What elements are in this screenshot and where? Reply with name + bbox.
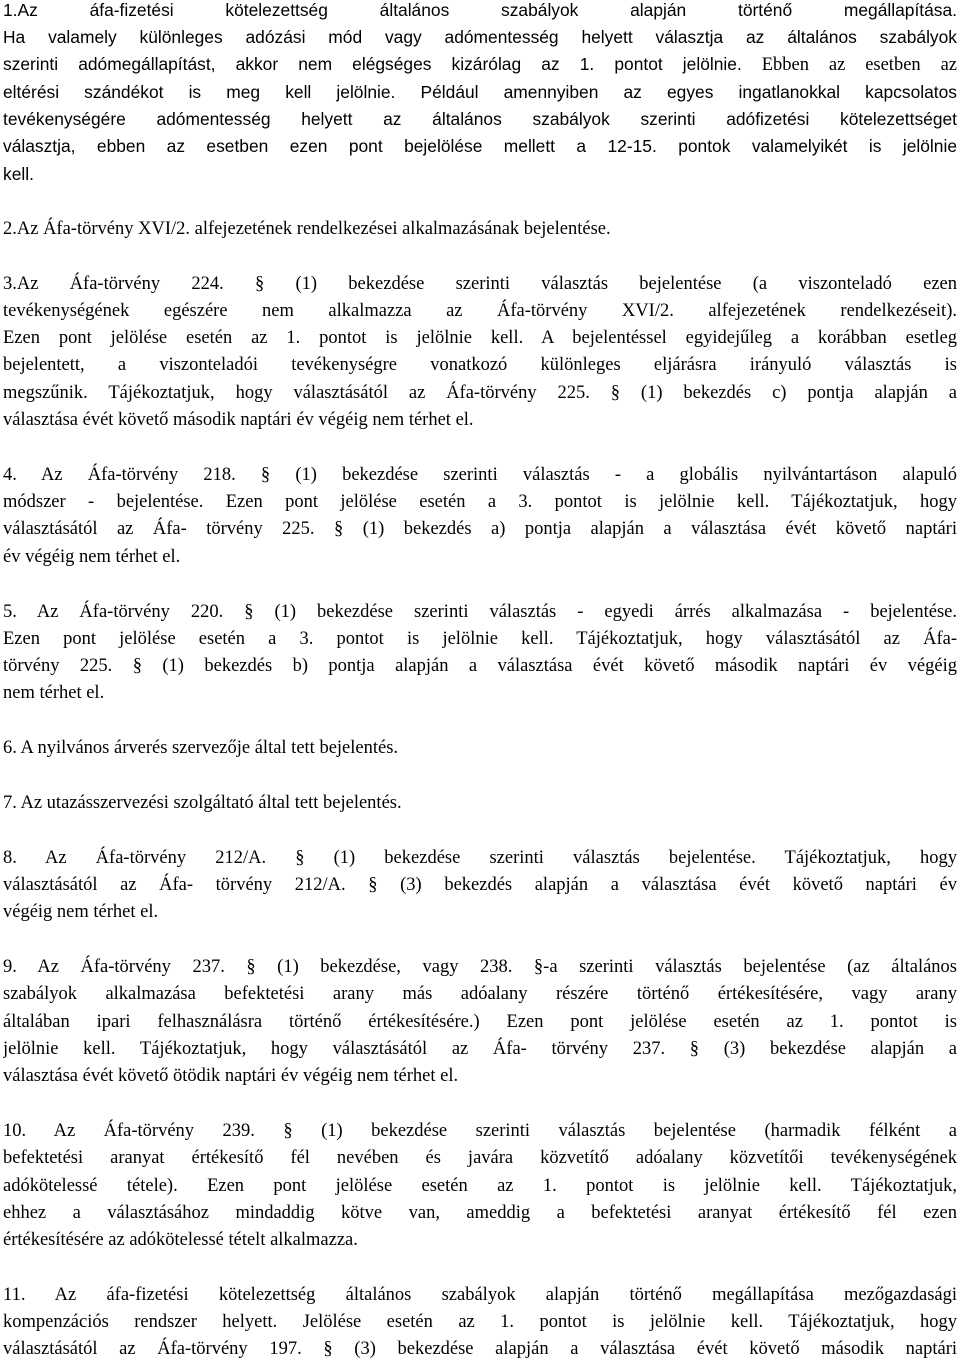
text-segment: szerinti adómegállapítást, akkor nem elégséges kizárólag az 1. pontot jelölnie. <box>3 54 742 74</box>
text-line: befektetési aranyat értékesítő fél nevében és javára közvetítő adóalany közvetítői tevékenységének <box>3 1148 957 1168</box>
text-line: ehhez a választásához mindaddig kötve van, ameddig a befektetési aranyat értékesítő fél ezen <box>3 1203 957 1223</box>
text-line: választása évét követő második naptári év végéig nem térhet el. <box>3 410 474 430</box>
text-line: törvény 225. § (1) bekezdés b) pontja alapján a választása évét követő második naptári év végéig <box>3 656 957 676</box>
text-line: 8. Az Áfa-törvény 212/A. § (1) bekezdése szerinti választás bejelentése. Tájékoztatjuk, hogy <box>3 848 957 868</box>
text-line: 2.Az Áfa-törvény XVI/2. alfejezetének rendelkezései alkalmazásának bejelentése. <box>3 219 611 239</box>
text-line <box>3 78 957 106</box>
text-line <box>3 324 957 352</box>
text-line: választja, ebben az esetben ezen pont bejelölése mellett a 12-15. pontok valamelyikét is jelölnie <box>3 136 957 156</box>
text-line: választásától az Áfa- törvény 225. § (1) bekezdés a) pontja alapján a választása évét követő naptári <box>3 519 957 539</box>
text-line: megszűnik. Tájékoztatjuk, hogy választásától az Áfa-törvény 225. § (1) bekezdés c) pontja alapján a <box>3 383 957 403</box>
text-line <box>3 50 957 78</box>
text-line: végéig nem térhet el. <box>3 902 159 922</box>
text-segment: eltérési szándékot is meg kell jelölnie. <box>3 82 396 102</box>
text-line: Ha valamely különleges adózási mód vagy adómentesség helyett választja az általános szabályok <box>3 27 957 47</box>
text-line: adókötelessé tétele). Ezen pont jelölése esetén az 1. pontot is jelölnie kell. Tájékoztatjuk, <box>3 1176 957 1196</box>
text-line: év végéig nem térhet el. <box>3 547 181 567</box>
text-line: Ezen pont jelölése esetén a 3. pontot is jelölnie kell. Tájékoztatjuk, hogy választásától az Áfa- <box>3 629 957 649</box>
text-line: választásától az Áfa-törvény 197. § (3) bekezdése alapján a választása évét követő második naptári <box>3 1339 957 1359</box>
text-line: 1.Az áfa-fizetési kötelezettség általános szabályok alapján történő megállapítása. <box>3 0 957 20</box>
text-line: 7. Az utazásszervezési szolgáltató által tett bejelentés. <box>3 793 402 813</box>
text-segment: Ebben az esetben az <box>741 55 957 75</box>
text-segment: A bejelentéssel egyidejűleg a korábban esetleg <box>523 328 957 348</box>
text-segment: Ezen pont jelölése esetén az 1. pontot is jelölnie kell. <box>3 328 524 348</box>
text-line: kell. <box>3 164 34 184</box>
text-line: szabályok alkalmazása befektetési arany más adóalany részére történő értékesítésére, vagy arany <box>3 984 957 1004</box>
text-line: 6. A nyilvános árverés szervezője által tett bejelentés. <box>3 738 399 758</box>
text-line: választásától az Áfa- törvény 212/A. § (3) bekezdés alapján a választása évét követő naptári év <box>3 875 957 895</box>
text-line: 11. Az áfa-fizetési kötelezettség általános szabályok alapján történő megállapítása mezőgazdasági <box>3 1285 957 1305</box>
text-line: jelölnie kell. Tájékoztatjuk, hogy választásától az Áfa- törvény 237. § (3) bekezdése alapján a <box>3 1039 957 1059</box>
text-line: módszer - bejelentése. Ezen pont jelölése esetén a 3. pontot is jelölnie kell. Tájékoztatjuk, hogy <box>3 492 957 512</box>
text-line: 5. Az Áfa-törvény 220. § (1) bekezdése szerinti választás - egyedi árrés alkalmazása - bejelentése. <box>3 602 957 622</box>
text-line: 9. Az Áfa-törvény 237. § (1) bekezdése, vagy 238. §-a szerinti választás bejelentése (az általános <box>3 957 957 977</box>
text-line: 4. Az Áfa-törvény 218. § (1) bekezdése szerinti választás - a globális nyilvántartáson alapuló <box>3 465 957 485</box>
text-line: kompenzációs rendszer helyett. Jelölése esetén az 1. pontot is jelölnie kell. Tájékoztatjuk, hogy <box>3 1312 957 1332</box>
text-line: általában ipari felhasználásra történő értékesítésére.) Ezen pont jelölése esetén az 1. pontot is <box>3 1012 957 1032</box>
text-line: 10. Az Áfa-törvény 239. § (1) bekezdése szerinti választás bejelentése (harmadik félként a <box>3 1121 957 1141</box>
text-line: bejelentett, a viszonteladói tevékenységre vonatkozó különleges eljárásra irányuló választás is <box>3 355 957 375</box>
text-line: nem térhet el. <box>3 683 105 703</box>
text-line: választása évét követő ötödik naptári év végéig nem térhet el. <box>3 1066 459 1086</box>
text-segment: Például amennyiben az egyes ingatlanokkal kapcsolatos <box>395 82 957 102</box>
text-line: tevékenységének egészére nem alkalmazza az Áfa-törvény XVI/2. alfejezetének rendelkezéseit). <box>3 301 957 321</box>
text-line: értékesítésére az adókötelessé tételt alkalmazza. <box>3 1230 358 1250</box>
text-line: 3.Az Áfa-törvény 224. § (1) bekezdése szerinti választás bejelentése (a viszonteladó ezen <box>3 274 957 294</box>
text-line: tevékenységére adómentesség helyett az általános szabályok szerinti adófizetési kötelezettséget <box>3 109 957 129</box>
